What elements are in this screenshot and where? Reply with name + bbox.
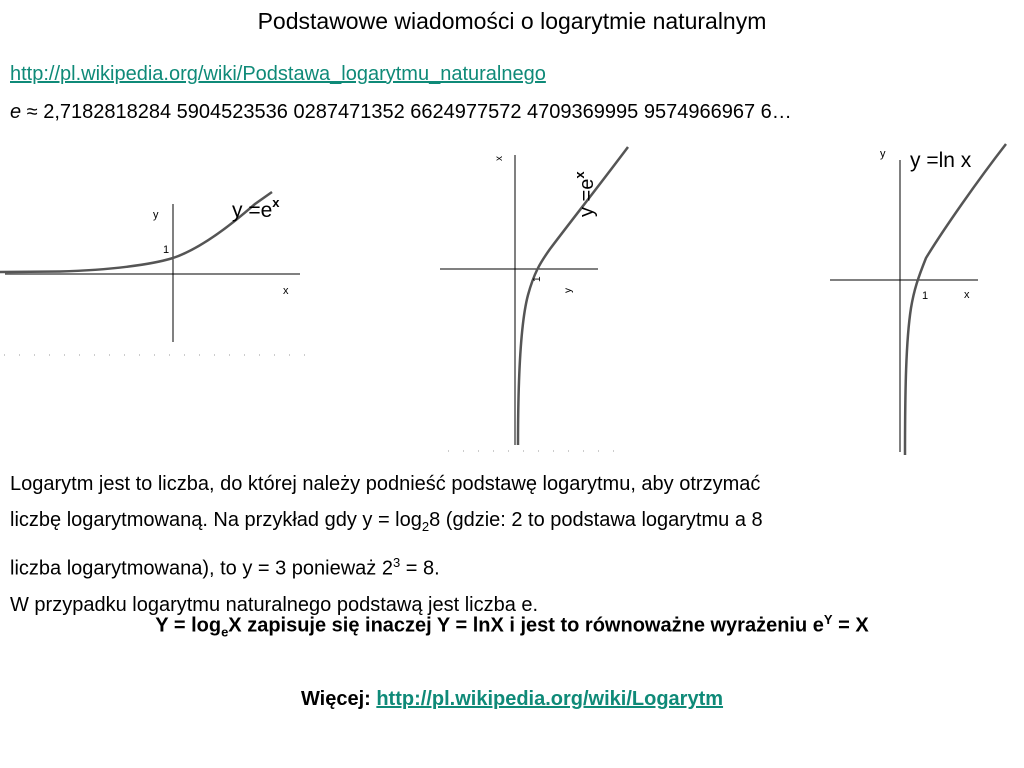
exp-axis-x-label: x	[283, 285, 289, 297]
mirror-axis-y-label: x	[494, 156, 505, 161]
mirror-graph	[438, 145, 638, 455]
more-label: Więcej:	[300, 688, 377, 710]
exp-graph	[0, 180, 320, 365]
mirror-axis-x-label: y	[563, 288, 574, 293]
mirror-tick-label: 1	[532, 276, 543, 282]
wiki-link-logarithm[interactable]: http://pl.wikipedia.org/wiki/Logarytm	[376, 688, 724, 710]
mirror-curve	[518, 147, 628, 445]
para-line-1: Logarytm jest to liczba, do której należy podnieść podstawę logarytmu, aby otrzymać	[10, 473, 761, 495]
ln-curve	[905, 144, 1006, 455]
mirror-function-exponent: x	[572, 171, 587, 179]
more-info	[0, 688, 1024, 711]
para-line-2: liczbę logarytmowaną. Na przykład gdy $y = \log_28$ (gdzie: 2 to podstawa logarytmu a 8	[10, 509, 763, 534]
exp-function-exponent: x	[272, 195, 280, 210]
mirror-function-base: y =e	[576, 178, 598, 217]
explanation-paragraph	[10, 466, 1015, 623]
ln-tick-label: 1	[922, 290, 929, 302]
equivalence-statement: $Y = \log_eX$ zapisuje się inaczej Y = lnX i jest to równoważne wyrażeniu $e^Y = X$	[155, 612, 869, 640]
exp-function-label	[232, 195, 280, 222]
exp-axis-y-label: y	[153, 209, 159, 221]
e-symbol: e	[10, 101, 22, 123]
page-title: Podstawowe wiadomości o logarytmie naturalnym	[257, 8, 767, 34]
exp-function-base: y =e	[232, 199, 273, 222]
e-approx-value: ≈ 2,7182818284 5904523536 0287471352 6624977572 4709369995 9574966967 6…	[21, 101, 792, 123]
e-value-line	[10, 101, 792, 124]
ln-function-label: y =ln x	[910, 149, 972, 172]
exp-tick-label: 1	[163, 244, 170, 256]
ln-axis-y-label: y	[880, 148, 886, 160]
para-line-3: liczba logarytmowana), to y = 3 ponieważ $2^3 = 8$.	[10, 555, 440, 580]
mirror-function-label	[572, 171, 598, 217]
ln-graph	[828, 140, 1024, 455]
ln-axis-x-label: x	[964, 289, 970, 301]
wiki-link-natural-log[interactable]: http://pl.wikipedia.org/wiki/Podstawa_logarytmu_naturalnego	[10, 63, 546, 85]
para-line-4: W przypadku logarytmu naturalnego podstawą jest liczba e.	[10, 593, 539, 616]
